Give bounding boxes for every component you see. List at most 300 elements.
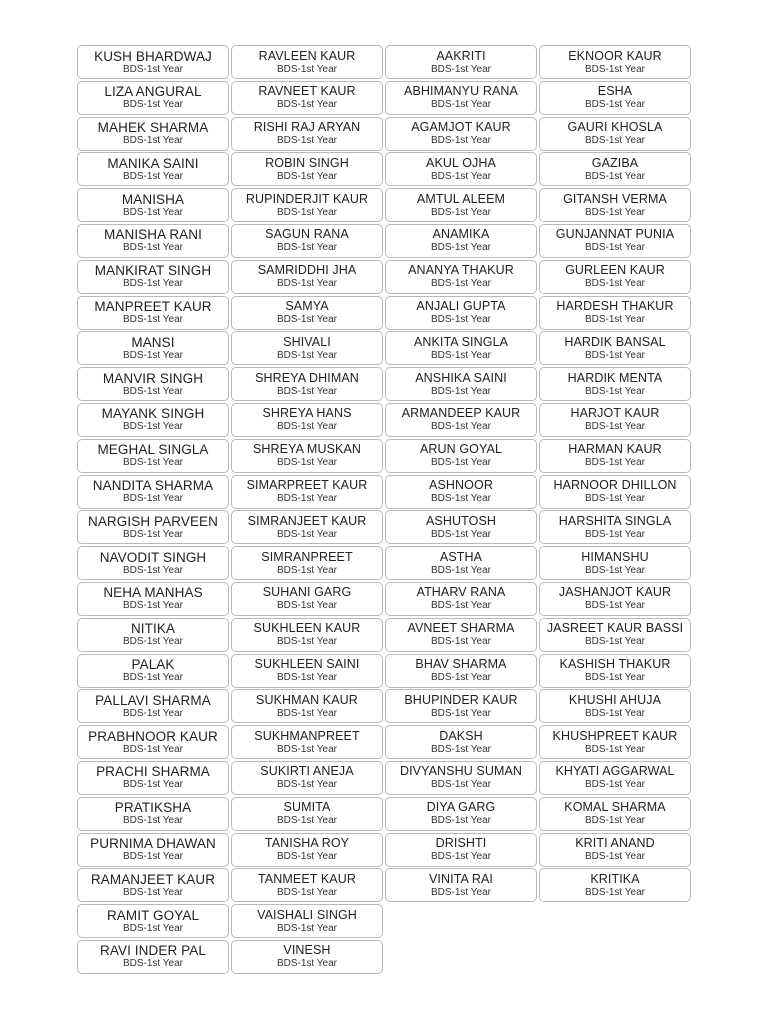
student-name: RISHI RAJ ARYAN [253,120,361,135]
year-text: BDS-1st Year [430,457,492,469]
year-text: BDS-1st Year [276,636,338,648]
year-text: BDS-1st Year [276,600,338,612]
name-label [539,546,691,580]
year-text: BDS-1st Year [584,815,646,827]
student-name: GURLEEN KAUR [565,263,665,278]
name-label [385,510,537,544]
name-label [539,296,691,330]
student-name: DAKSH [439,728,483,743]
student-name: SIMRANPREET [261,549,353,564]
name-label [539,868,691,902]
year-text: BDS-1st Year [122,528,184,540]
name-label [539,331,691,365]
student-name: DRISHTI [435,836,487,851]
name-label [539,439,691,473]
year-text: BDS-1st Year [122,672,184,684]
year-text: BDS-1st Year [276,493,338,505]
student-name: KASHISH THAKUR [559,657,671,672]
name-label [385,224,537,258]
year-text: BDS-1st Year [276,242,338,254]
student-name: GAURI KHOSLA [567,120,663,135]
student-name: PALLAVI SHARMA [95,692,211,708]
name-label [77,260,229,294]
name-label [231,725,383,759]
year-text: BDS-1st Year [276,672,338,684]
year-text: BDS-1st Year [276,206,338,218]
year-text: BDS-1st Year [584,63,646,75]
name-label [385,260,537,294]
year-text: BDS-1st Year [276,99,338,111]
student-name: NITIKA [130,621,176,637]
name-label [539,725,691,759]
student-name: KRITIKA [590,871,640,886]
year-text: BDS-1st Year [122,457,184,469]
student-name: MEGHAL SINGLA [97,442,209,458]
student-name: HARJOT KAUR [570,406,660,421]
name-label [231,868,383,902]
name-label [231,367,383,401]
student-name: ANAMIKA [432,227,490,242]
name-label [77,45,229,79]
year-text: BDS-1st Year [430,63,492,75]
year-text: BDS-1st Year [584,564,646,576]
year-text: BDS-1st Year [122,743,184,755]
year-text: BDS-1st Year [276,170,338,182]
name-label [539,510,691,544]
year-text: BDS-1st Year [122,421,184,433]
year-text: BDS-1st Year [276,922,338,934]
student-name: GAZIBA [591,155,639,170]
name-label [77,868,229,902]
name-label [77,403,229,437]
year-text: BDS-1st Year [584,457,646,469]
year-text: BDS-1st Year [276,314,338,326]
student-name: GUNJANNAT PUNIA [555,227,675,242]
student-name: AKUL OJHA [426,155,496,170]
name-label [539,260,691,294]
student-name: MAYANK SINGH [101,406,205,422]
student-name: ASHUTOSH [425,513,497,528]
year-text: BDS-1st Year [430,528,492,540]
student-name: SUKIRTI ANEJA [260,764,354,779]
name-label [77,296,229,330]
student-name: EKNOOR KAUR [568,48,662,63]
name-label [231,797,383,831]
student-name: KUSH BHARDWAJ [94,48,212,64]
year-text: BDS-1st Year [122,135,184,147]
student-name: PRATIKSHA [114,800,192,816]
name-label [231,475,383,509]
student-name: AMTUL ALEEM [416,191,506,206]
year-text: BDS-1st Year [122,170,184,182]
student-name: ESHA [597,84,633,99]
name-label [385,618,537,652]
student-name: ANSHIKA SAINI [415,370,507,385]
name-label [77,654,229,688]
label-sheet [77,45,692,980]
name-label [231,224,383,258]
name-label [385,725,537,759]
student-name: PURNIMA DHAWAN [90,836,216,852]
year-text: BDS-1st Year [430,278,492,290]
name-label [385,797,537,831]
year-text: BDS-1st Year [584,349,646,361]
year-text: BDS-1st Year [276,385,338,397]
name-label [539,582,691,616]
year-text: BDS-1st Year [122,707,184,719]
name-label [539,797,691,831]
student-name: SUHANI GARG [262,585,352,600]
year-text: BDS-1st Year [122,314,184,326]
name-label [231,510,383,544]
name-label [385,45,537,79]
year-text: BDS-1st Year [122,636,184,648]
year-text: BDS-1st Year [430,206,492,218]
year-text: BDS-1st Year [430,815,492,827]
year-text: BDS-1st Year [584,707,646,719]
name-label [385,868,537,902]
student-name: ARUN GOYAL [419,442,503,457]
year-text: BDS-1st Year [276,278,338,290]
student-name: VINITA RAI [429,871,493,886]
name-label [231,689,383,723]
name-label [385,367,537,401]
name-label [385,403,537,437]
year-text: BDS-1st Year [584,170,646,182]
name-label [231,904,383,938]
student-name: MANVIR SINGH [102,370,204,386]
student-name: PRACHI SHARMA [96,764,210,780]
student-name: KHYATI AGGARWAL [555,764,675,779]
name-label [231,833,383,867]
student-name: AAKRITI [436,48,486,63]
student-name: SUKHLEEN KAUR [253,621,361,636]
year-text: BDS-1st Year [122,815,184,827]
year-text: BDS-1st Year [430,242,492,254]
year-text: BDS-1st Year [584,99,646,111]
name-label [539,475,691,509]
student-name: MANSI [131,334,175,350]
year-text: BDS-1st Year [122,349,184,361]
year-text: BDS-1st Year [276,528,338,540]
name-label [539,654,691,688]
name-label [231,296,383,330]
name-label [385,152,537,186]
name-label [385,296,537,330]
year-text: BDS-1st Year [122,922,184,934]
year-text: BDS-1st Year [584,743,646,755]
name-label [231,618,383,652]
year-text: BDS-1st Year [430,600,492,612]
year-text: BDS-1st Year [122,63,184,75]
name-label [231,403,383,437]
year-text: BDS-1st Year [430,564,492,576]
year-text: BDS-1st Year [430,707,492,719]
name-label [231,45,383,79]
name-label [539,224,691,258]
name-label [77,725,229,759]
name-label [77,224,229,258]
year-text: BDS-1st Year [430,851,492,863]
name-label [539,833,691,867]
year-text: BDS-1st Year [430,170,492,182]
name-label [539,152,691,186]
student-name: BHAV SHARMA [415,657,507,672]
year-text: BDS-1st Year [584,672,646,684]
student-name: SIMRANJEET KAUR [247,513,367,528]
student-name: HARDESH THAKUR [556,299,674,314]
year-text: BDS-1st Year [584,314,646,326]
name-label [77,117,229,151]
name-label [539,403,691,437]
name-label [385,833,537,867]
label-column-2 [231,45,383,976]
name-label [231,117,383,151]
student-name: SAMRIDDHI JHA [257,263,357,278]
year-text: BDS-1st Year [584,242,646,254]
label-column-4 [539,45,691,904]
year-text: BDS-1st Year [122,278,184,290]
name-label [231,582,383,616]
year-text: BDS-1st Year [122,99,184,111]
name-label [231,152,383,186]
year-text: BDS-1st Year [122,958,184,970]
name-label [77,439,229,473]
name-label [77,546,229,580]
student-name: ABHIMANYU RANA [404,84,518,99]
year-text: BDS-1st Year [584,385,646,397]
name-label [77,188,229,222]
name-label [77,618,229,652]
student-name: KOMAL SHARMA [564,800,666,815]
student-name: ASHNOOR [429,478,493,493]
name-label [231,188,383,222]
year-text: BDS-1st Year [584,636,646,648]
name-label [539,367,691,401]
year-text: BDS-1st Year [276,63,338,75]
name-label [385,546,537,580]
year-text: BDS-1st Year [122,493,184,505]
year-text: BDS-1st Year [584,493,646,505]
year-text: BDS-1st Year [122,886,184,898]
student-name: RAMIT GOYAL [106,907,200,923]
student-name: AGAMJOT KAUR [411,120,511,135]
student-name: MANISHA RANI [104,227,202,243]
student-name: AVNEET SHARMA [407,621,515,636]
student-name: RUPINDERJIT KAUR [245,191,369,206]
name-label [231,81,383,115]
name-label [77,510,229,544]
student-name: SHIVALI [283,334,331,349]
name-label [231,439,383,473]
year-text: BDS-1st Year [584,779,646,791]
year-text: BDS-1st Year [276,779,338,791]
student-name: NARGISH PARVEEN [87,513,219,529]
student-name: DIVYANSHU SUMAN [399,764,523,779]
student-name: JASHANJOT KAUR [558,585,672,600]
year-text: BDS-1st Year [430,779,492,791]
year-text: BDS-1st Year [276,886,338,898]
student-name: MAHEK SHARMA [97,120,209,136]
year-text: BDS-1st Year [430,314,492,326]
student-name: LIZA ANGURAL [104,84,202,100]
student-name: NANDITA SHARMA [92,478,214,494]
student-name: PRABHNOOR KAUR [88,728,218,744]
name-label [77,331,229,365]
name-label [231,260,383,294]
student-name: DIYA GARG [426,800,496,815]
name-label [539,761,691,795]
name-label [385,117,537,151]
student-name: KHUSHPREET KAUR [552,728,678,743]
year-text: BDS-1st Year [430,99,492,111]
year-text: BDS-1st Year [122,851,184,863]
name-label [77,689,229,723]
name-label [77,367,229,401]
name-label [385,654,537,688]
student-name: MANKIRAT SINGH [94,263,212,279]
year-text: BDS-1st Year [584,135,646,147]
name-label [385,439,537,473]
student-name: JASREET KAUR BASSI [546,621,684,636]
student-name: SIMARPREET KAUR [246,478,368,493]
student-name: TANMEET KAUR [258,871,356,886]
student-name: GITANSH VERMA [563,191,667,206]
name-label [77,152,229,186]
student-name: ARMANDEEP KAUR [401,406,521,421]
year-text: BDS-1st Year [430,135,492,147]
year-text: BDS-1st Year [430,636,492,648]
year-text: BDS-1st Year [276,564,338,576]
name-label [231,654,383,688]
name-label [385,331,537,365]
name-label [539,81,691,115]
student-name: ASTHA [439,549,483,564]
student-name: MANISHA [121,191,185,207]
year-text: BDS-1st Year [430,493,492,505]
student-name: RAVI INDER PAL [100,943,206,959]
year-text: BDS-1st Year [276,135,338,147]
name-label [385,761,537,795]
year-text: BDS-1st Year [122,600,184,612]
student-name: SAMYA [285,299,329,314]
year-text: BDS-1st Year [430,743,492,755]
student-name: RAVNEET KAUR [258,84,356,99]
student-name: PALAK [131,657,175,673]
student-name: KRITI ANAND [575,836,655,851]
student-name: SUKHLEEN SAINI [254,657,360,672]
label-column-3 [385,45,537,904]
year-text: BDS-1st Year [276,958,338,970]
name-label [77,904,229,938]
student-name: SUKHMANPREET [254,728,360,743]
year-text: BDS-1st Year [430,421,492,433]
student-name: HARDIK MENTA [567,370,663,385]
student-name: SHREYA HANS [262,406,352,421]
name-label [539,188,691,222]
student-name: SUMITA [283,800,331,815]
year-text: BDS-1st Year [276,457,338,469]
student-name: NAVODIT SINGH [99,549,207,565]
year-text: BDS-1st Year [276,851,338,863]
year-text: BDS-1st Year [122,564,184,576]
name-label [539,45,691,79]
year-text: BDS-1st Year [584,278,646,290]
student-name: SHREYA MUSKAN [252,442,362,457]
name-label [77,475,229,509]
student-name: MANIKA SAINI [107,155,199,171]
year-text: BDS-1st Year [584,851,646,863]
year-text: BDS-1st Year [276,421,338,433]
year-text: BDS-1st Year [276,743,338,755]
student-name: ANJALI GUPTA [416,299,506,314]
name-label [385,81,537,115]
student-name: SUKHMAN KAUR [256,692,358,707]
year-text: BDS-1st Year [276,349,338,361]
student-name: TANISHA ROY [264,836,350,851]
student-name: ANKITA SINGLA [413,334,509,349]
year-text: BDS-1st Year [276,815,338,827]
year-text: BDS-1st Year [276,707,338,719]
student-name: MANPREET KAUR [94,299,212,315]
student-name: VINESH [283,943,331,958]
name-label [231,331,383,365]
student-name: HARMAN KAUR [568,442,662,457]
name-label [77,81,229,115]
student-name: SAGUN RANA [265,227,349,242]
year-text: BDS-1st Year [122,242,184,254]
year-text: BDS-1st Year [122,779,184,791]
year-text: BDS-1st Year [430,672,492,684]
student-name: RAMANJEET KAUR [90,871,216,887]
year-text: BDS-1st Year [584,206,646,218]
student-name: NEHA MANHAS [103,585,203,601]
student-name: ROBIN SINGH [265,155,349,170]
student-name: VAISHALI SINGH [257,907,357,922]
student-name: ANANYA THAKUR [408,263,514,278]
name-label [231,546,383,580]
student-name: BHUPINDER KAUR [404,692,518,707]
student-name: ATHARV RANA [416,585,506,600]
name-label [231,761,383,795]
student-name: SHREYA DHIMAN [255,370,359,385]
student-name: KHUSHI AHUJA [568,692,662,707]
year-text: BDS-1st Year [430,886,492,898]
name-label [539,689,691,723]
student-name: HARNOOR DHILLON [553,478,677,493]
name-label [77,582,229,616]
student-name: HIMANSHU [581,549,649,564]
name-label [231,940,383,974]
name-label [539,117,691,151]
name-label [539,618,691,652]
name-label [385,188,537,222]
year-text: BDS-1st Year [430,349,492,361]
year-text: BDS-1st Year [430,385,492,397]
label-column-1 [77,45,229,976]
name-label [77,761,229,795]
year-text: BDS-1st Year [584,886,646,898]
student-name: RAVLEEN KAUR [258,48,356,63]
name-label [385,689,537,723]
year-text: BDS-1st Year [584,528,646,540]
year-text: BDS-1st Year [584,600,646,612]
name-label [385,582,537,616]
year-text: BDS-1st Year [122,385,184,397]
student-name: HARDIK BANSAL [564,334,666,349]
year-text: BDS-1st Year [122,206,184,218]
student-name: HARSHITA SINGLA [558,513,672,528]
